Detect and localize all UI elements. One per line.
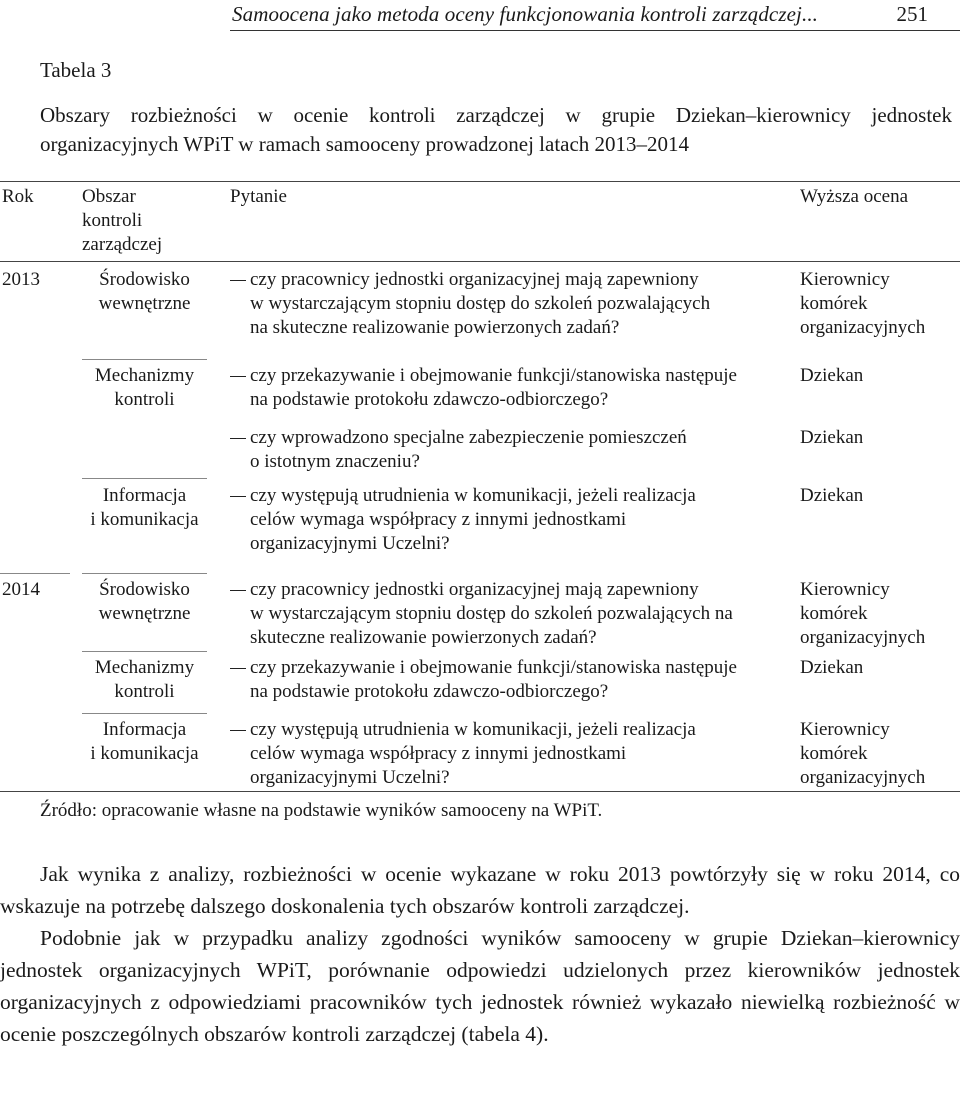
row-rating-line: organizacyjnych xyxy=(800,317,926,338)
row-rating-line: organizacyjnych xyxy=(800,627,926,648)
row-question-line: o istotnym znaczeniu? xyxy=(250,451,420,472)
row-rating-line: organizacyjnych xyxy=(800,767,926,788)
row-rating-line: komórek xyxy=(800,603,868,624)
row-rating xyxy=(800,484,863,508)
row-area-line: Mechanizmy xyxy=(94,657,195,678)
row-area-line: Informacja xyxy=(102,485,187,506)
area-separator xyxy=(82,359,207,360)
header-area xyxy=(82,185,202,257)
question-dash xyxy=(230,280,246,281)
area-separator xyxy=(82,651,207,652)
row-rating-line: Kierownicy xyxy=(800,719,890,740)
row-question-line: organizacyjnymi Uczelni? xyxy=(250,533,450,554)
header-area-line: kontroli xyxy=(82,210,143,231)
row-question-line: czy występują utrudnienia w komunikacji, jeżeli realizacja xyxy=(250,485,696,506)
header-area-line: zarządczej xyxy=(82,234,163,255)
row-question-line: celów wymaga współpracy z innymi jednostkami xyxy=(250,743,627,764)
row-area-line: Informacja xyxy=(102,719,187,740)
row-rating-line: komórek xyxy=(800,293,868,314)
row-question-line: organizacyjnymi Uczelni? xyxy=(250,767,450,788)
row-rating xyxy=(800,426,863,450)
header-question: Pytanie xyxy=(230,186,287,207)
body-paragraph: Jak wynika z analizy, rozbieżności w ocenie wykazane w roku 2013 powtórzyły się w roku 2014, co wskazuje na potrzebę dalszego doskonalenia tych obszarów kontroli zarządczej. xyxy=(0,862,960,918)
row-area xyxy=(82,718,207,766)
row-area xyxy=(82,484,207,532)
row-rating xyxy=(800,718,925,790)
table-bottom-rule xyxy=(0,791,960,792)
year-separator xyxy=(0,573,70,574)
row-question-line: celów wymaga współpracy z innymi jednostkami xyxy=(250,509,627,530)
header-bottom-rule xyxy=(0,261,960,262)
row-year: 2014 xyxy=(2,579,40,600)
row-question xyxy=(250,426,790,474)
row-rating xyxy=(800,364,863,388)
row-area xyxy=(82,364,207,412)
row-rating-line: Dziekan xyxy=(800,427,864,448)
row-question-line: czy przekazywanie i obejmowanie funkcji/stanowiska następuje xyxy=(250,365,737,386)
table-label: Tabela 3 xyxy=(40,58,112,82)
question-dash xyxy=(230,730,246,731)
row-question-line: czy występują utrudnienia w komunikacji, jeżeli realizacja xyxy=(250,719,696,740)
row-question xyxy=(250,656,790,704)
row-rating-line: Kierownicy xyxy=(800,579,890,600)
running-title: Samoocena jako metoda oceny funkcjonowania kontroli zarządczej... xyxy=(232,2,819,26)
question-dash xyxy=(230,496,246,497)
question-dash xyxy=(230,668,246,669)
row-rating-line: Dziekan xyxy=(800,485,864,506)
table-source-note: Źródło: opracowanie własne na podstawie wyników samooceny na WPiT. xyxy=(40,800,603,821)
row-area-line: kontroli xyxy=(114,681,175,702)
body-text xyxy=(0,858,960,1050)
row-rating xyxy=(800,578,925,650)
row-question-line: czy przekazywanie i obejmowanie funkcji/stanowiska następuje xyxy=(250,657,737,678)
row-question-line: na skuteczne realizowanie powierzonych zadań? xyxy=(250,317,620,338)
row-area xyxy=(82,656,207,704)
body-paragraph: Podobnie jak w przypadku analizy zgodności wyników samooceny w grupie Dziekan–kierownicy jednostek organizacyjnych WPiT, porównanie odpowiedzi udzielonych przez kierowników jednostek organizacyjnych z odpowiedziami pracowników tych jednostek również wykazało niewielką rozbieżność w ocenie poszczególnych obszarów kontroli zarządczej (tabela 4). xyxy=(0,926,960,1046)
row-year: 2013 xyxy=(2,269,40,290)
running-header xyxy=(0,0,960,30)
row-area xyxy=(82,268,207,316)
row-question-line: skuteczne realizowanie powierzonych zadań? xyxy=(250,627,597,648)
row-area-line: i komunikacja xyxy=(90,743,199,764)
row-area-line: Mechanizmy xyxy=(94,365,195,386)
row-rating-line: Kierownicy xyxy=(800,269,890,290)
row-question-line: na podstawie protokołu zdawczo-odbiorczego? xyxy=(250,389,609,410)
header-rating: Wyższa ocena xyxy=(800,186,909,207)
row-question xyxy=(250,268,790,340)
row-area-line: wewnętrzne xyxy=(98,603,191,624)
page-number: 251 xyxy=(896,2,928,26)
header-year: Rok xyxy=(2,186,34,207)
row-question-line: na podstawie protokołu zdawczo-odbiorczego? xyxy=(250,681,609,702)
header-area-line: Obszar xyxy=(82,186,136,207)
area-separator xyxy=(82,478,207,479)
header-rule xyxy=(230,30,960,31)
row-rating-line: Dziekan xyxy=(800,657,864,678)
row-question-line: czy pracownicy jednostki organizacyjnej mają zapewniony xyxy=(250,579,699,600)
row-area-line: i komunikacja xyxy=(90,509,199,530)
row-rating-line: Dziekan xyxy=(800,365,864,386)
row-area-line: wewnętrzne xyxy=(98,293,191,314)
table-caption: Obszary rozbieżności w ocenie kontroli zarządczej w grupie Dziekan–kierownicy jednostek organizacyjnych WPiT w ramach samooceny prowadzonej latach 2013–2014 xyxy=(40,103,952,156)
area-separator xyxy=(82,713,207,714)
question-dash xyxy=(230,438,246,439)
row-question-line: w wystarczającym stopniu dostęp do szkoleń pozwalających na xyxy=(250,603,733,624)
question-dash xyxy=(230,590,246,591)
row-area-line: Środowisko xyxy=(99,269,190,290)
row-area-line: Środowisko xyxy=(99,579,190,600)
row-question xyxy=(250,484,790,556)
row-area xyxy=(82,578,207,626)
row-question-line: czy wprowadzono specjalne zabezpieczenie pomieszczeń xyxy=(250,427,687,448)
row-rating-line: komórek xyxy=(800,743,868,764)
row-question xyxy=(250,718,790,790)
row-question-line: w wystarczającym stopniu dostęp do szkoleń pozwalających xyxy=(250,293,711,314)
table-top-rule xyxy=(0,181,960,182)
row-question-line: czy pracownicy jednostki organizacyjnej mają zapewniony xyxy=(250,269,699,290)
row-area-line: kontroli xyxy=(114,389,175,410)
row-rating xyxy=(800,268,925,340)
row-question xyxy=(250,364,790,412)
row-question xyxy=(250,578,790,650)
row-rating xyxy=(800,656,863,680)
area-separator xyxy=(82,573,207,574)
question-dash xyxy=(230,376,246,377)
